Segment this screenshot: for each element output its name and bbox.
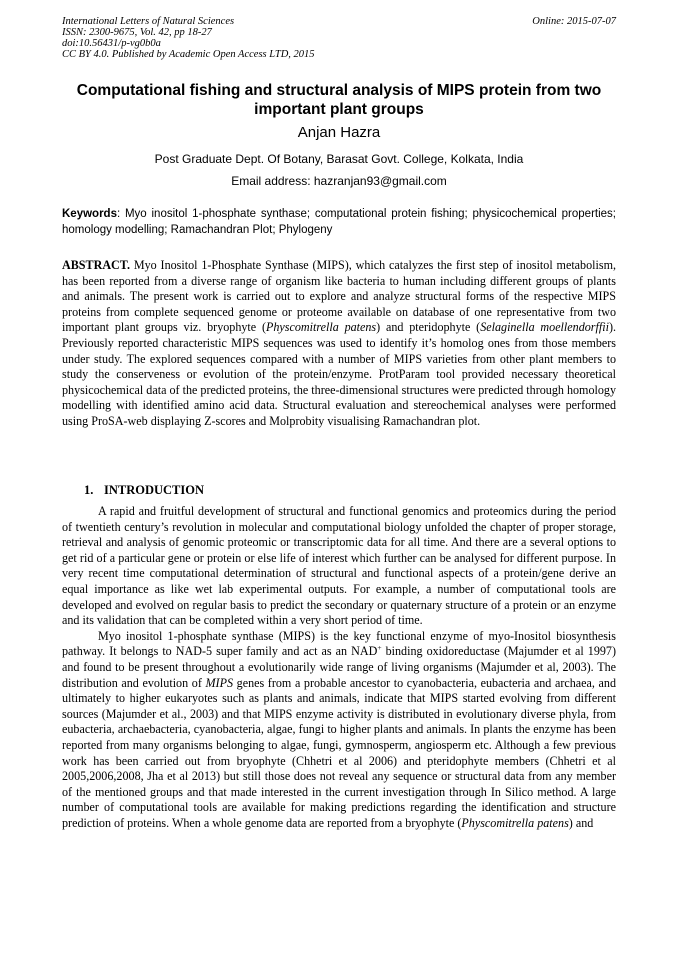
intro-p2-species: Physcomitrella patens	[461, 815, 569, 830]
abstract-text-2: ) and pteridophyte (	[376, 320, 481, 335]
journal-header	[62, 16, 315, 60]
abstract-species-2: Selaginella moellendorffii	[480, 320, 609, 335]
intro-paragraph-1: A rapid and fruitful development of structural and functional genomics and proteomics during the period of twentieth century’s revolution in molecular and computational biology unfolded the chapter of proper storage, retrieval and analysis of genomic proteomic or transcriptomic data for all time. And there are a several options to get rid of a particular gene or protein or else life of interest which further can be analysed for different purpose. In very recent time computational determination of structural and functional aspects of a protein/gene derive an equal importance as like wet lab experimental outputs. For example, a number of computational tools are developed and evolved on regular basis to predict the secondary or quaternary structure of a protein or an enzyme and its validation that can be completed within a very short period of time.	[62, 504, 616, 628]
intro-p2-text-b: binding oxidoreductase (Majumder et al 1997) and found to be present throughout a evolutionarily wide range of living organisms (Majumder et al, 2003). The distribution and evolution of	[62, 644, 616, 690]
abstract-block	[62, 258, 616, 430]
author-email: Email address: hazranjan93@gmail.com	[231, 174, 447, 188]
intro-p2-text-c: genes from a probable ancestor to cyanobacteria, eubacteria and archaea, and ultimately to higher eukaryotes such as plants and animals, indicate that MIPS started evolving from different sources (Majumder et al., 2003) and that MIPS enzyme activity is distributed in evolutionary diverse phyla, from eubacteria, archaebacteria, cyanobacteria, algae, fungi to higher plants and animals. In plants the enzyme has been reported from many organisms belonging to algae, fungi, gymnosperm, angiosperm etc. Although a few previous work has been carried out from bryophyte (Chhetri et al 2006) and pteridophyte members (Chhetri et al 2005,2006,2008, Jha et al 2013) but still those does not reveal any sequence or structural data from any member of the mentioned groups and that made interested in the current investigation through In Silico method. A large number of computational tools are available for making predictions regarding the identification and structure prediction of proteins. When a whole genome data are reported from a bryophyte (	[62, 675, 616, 830]
paper-title: Computational fishing and structural analysis of MIPS protein from two important plant groups	[76, 82, 602, 118]
intro-p2-text-d: ) and	[568, 815, 594, 830]
intro-p2-gene: MIPS	[205, 675, 234, 690]
introduction-body	[62, 504, 616, 831]
online-date: Online: 2015-07-07	[532, 16, 616, 27]
section-title: INTRODUCTION	[104, 483, 205, 497]
journal-doi: doi:10.56431/p-vg0b0a	[62, 38, 161, 49]
abstract-text-1: Myo Inositol 1-Phosphate Synthase (MIPS), which catalyzes the first step of inositol metabolism, has been reported from a diverse range of organism like bacteria to human including different groups of plants and animals. The present work is carried out to explore and analyze structural forms of the respective MIPS proteins from complete sequenced genome or proteome available on database of one representative from two important plant groups viz. bryophyte (	[62, 258, 616, 335]
author-affiliation: Post Graduate Dept. Of Botany, Barasat Govt. College, Kolkata, India	[154, 152, 524, 166]
abstract-label: ABSTRACT.	[62, 258, 130, 272]
journal-license: CC BY 4.0. Published by Academic Open Access LTD, 2015	[62, 49, 315, 60]
intro-paragraph-2	[62, 629, 616, 832]
abstract-text-3: ). Previously reported characteristic MIPS sequences was used to identify it’s homolog ones from those members under study. The explored sequences compared with a number of MIPS varieties from other plant members to study the conserveness or evolution of the protein/enzyme. ProtParam tool provided necessary theoretical physicochemical data of the predicted proteins, the three-dimensional structures were predicted through homology modelling with identified amino acid data. Structural evaluation and stereochemical analyses were performed using ProSA-web displaying Z-scores and Molprobity visualising Ramachandran plot.	[62, 320, 616, 428]
keywords-block	[62, 207, 616, 238]
section-heading	[84, 483, 204, 498]
intro-p2-text-a: Myo inositol 1-phosphate synthase (MIPS) is the key functional enzyme of myo-Inositol biosynthesis pathway. It belongs to NAD-5 super family and act as an NAD	[62, 628, 616, 659]
abstract-species-1: Physcomitrella patens	[266, 320, 377, 335]
journal-issn: ISSN: 2300-9675, Vol. 42, pp 18-27	[62, 27, 212, 38]
nad-superscript: +	[377, 643, 382, 653]
keywords-label: Keywords	[62, 208, 117, 220]
journal-name: International Letters of Natural Sciences	[62, 16, 235, 27]
keywords-text: : Myo inositol 1-phosphate synthase; computational protein fishing; physicochemical properties; homology modelling; Ramachandran Plot; Phylogeny	[62, 208, 616, 236]
section-number: 1.	[84, 483, 94, 497]
author-name: Anjan Hazra	[297, 124, 381, 141]
